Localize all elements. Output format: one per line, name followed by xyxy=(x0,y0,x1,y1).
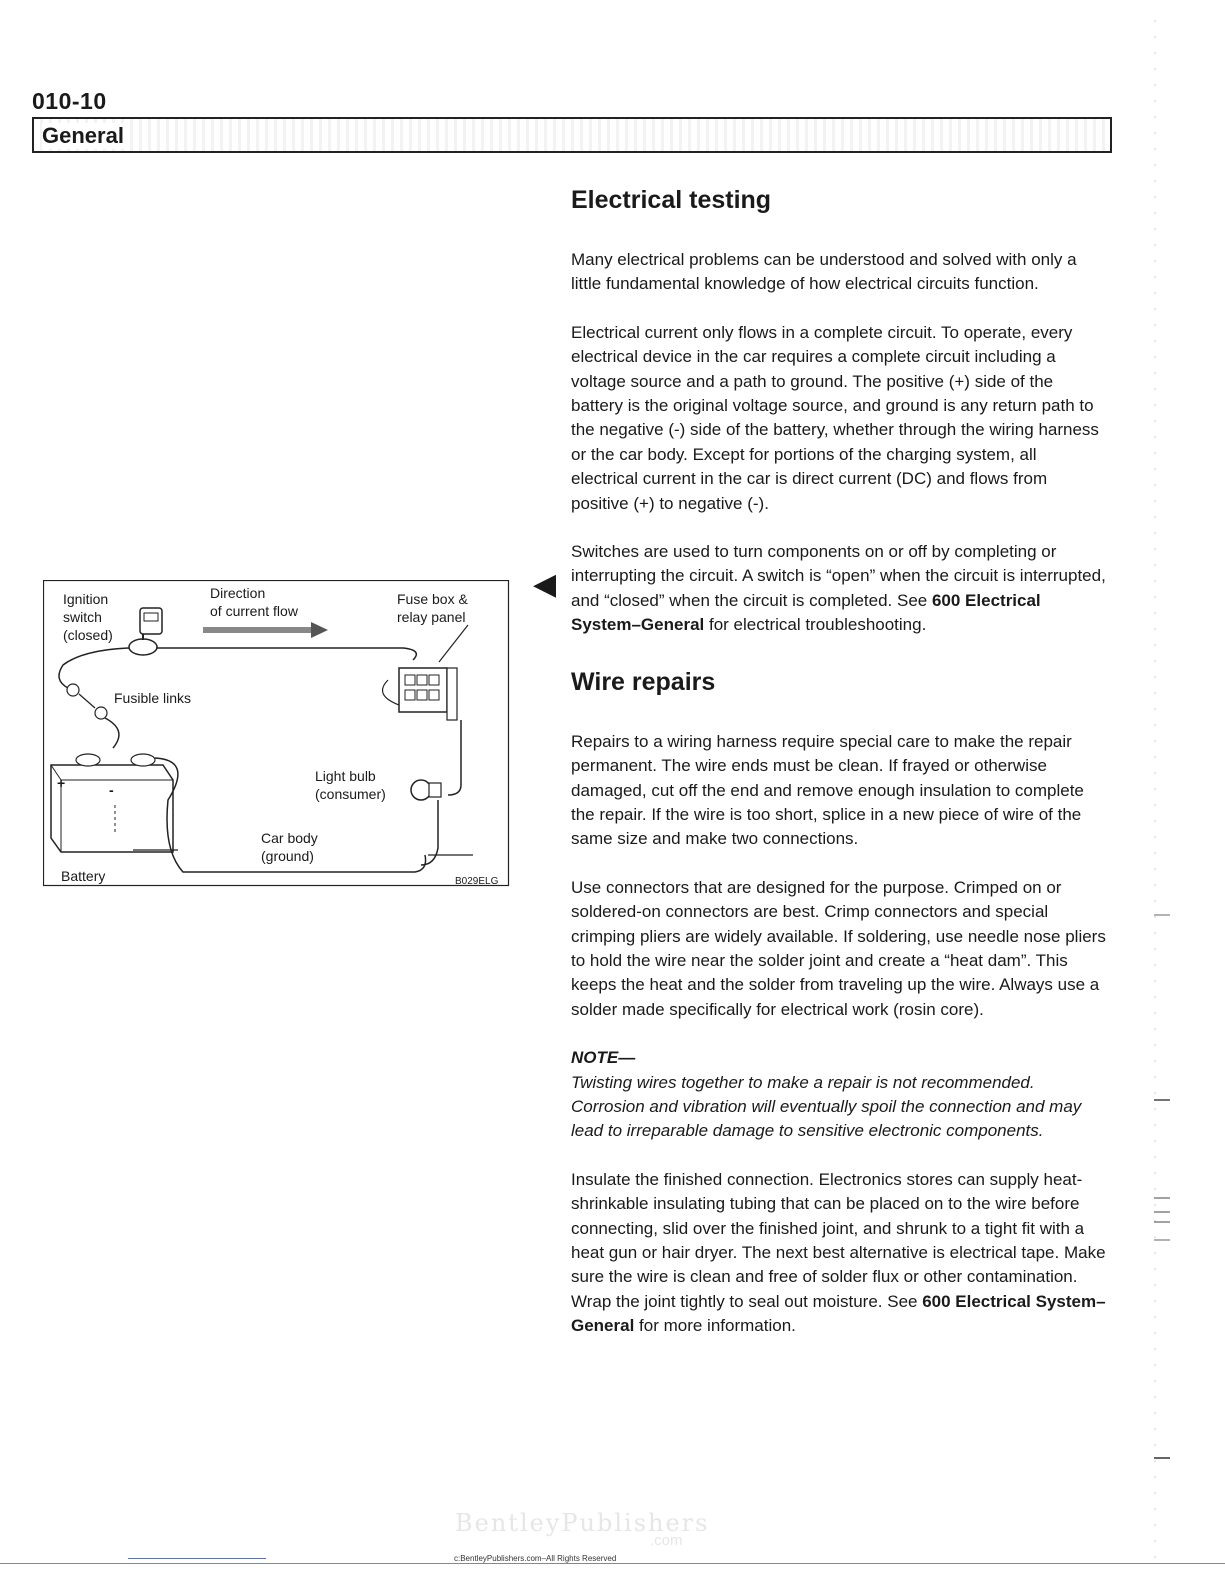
fusible-link-1 xyxy=(67,684,79,696)
label-fusible-links: Fusible links xyxy=(114,690,192,706)
main-text-column xyxy=(571,180,1106,1339)
publisher-watermark-domain: .com xyxy=(650,1532,683,1549)
label-fuse-box: Fuse box & relay panel xyxy=(397,591,468,625)
label-car-body: Car body (ground) xyxy=(261,830,318,864)
note-label: NOTE— xyxy=(571,1048,636,1068)
label-ignition-switch: Ignition switch (closed) xyxy=(63,591,113,643)
label-light-bulb: Light bulb (consumer) xyxy=(315,768,386,802)
label-battery: Battery xyxy=(61,868,106,884)
label-battery-plus: + xyxy=(57,775,66,791)
publisher-watermark: BentleyPublishers xyxy=(455,1509,710,1537)
paragraph-switches: Switches are used to turn components on or off by completing or interrupting the circuit. A switch is “open” when the circuit is interrupted, and “closed” when the circuit is completed. See 600 Electrical System–General for electrical troubleshooting. xyxy=(571,542,1106,635)
wire-ignition-to-fuse xyxy=(59,648,129,688)
label-direction: Direction of current flow xyxy=(210,585,298,619)
cross-reference-electrical-2: 600 Electrical System–General xyxy=(571,1291,1106,1336)
paragraph-intro: Many electrical problems can be understood and solved with only a little fundamental knowledge of how electrical circuits function. xyxy=(571,250,1077,294)
section-title: General xyxy=(42,123,128,149)
light-bulb-icon xyxy=(411,780,431,800)
current-flow-arrow-shaft xyxy=(203,627,313,633)
page-edge-marks xyxy=(1150,0,1180,1585)
wire-fuse-to-bulb xyxy=(448,720,461,795)
footer-rule xyxy=(0,1563,1225,1564)
figure-pointer-icon: ◀ xyxy=(533,568,557,601)
figure-code: B029ELG xyxy=(455,876,499,887)
current-flow-arrowhead xyxy=(311,622,328,638)
footer-link-underline xyxy=(128,1558,266,1559)
battery-icon xyxy=(51,765,173,852)
heading-wire-repairs: Wire repairs xyxy=(571,667,716,696)
note-text: Twisting wires together to make a repair is not recommended. Corrosion and vibration will eventually spoil the connection and may lead to irreparable damage to sensitive electronic components. xyxy=(571,1072,1082,1141)
ignition-switch-body xyxy=(129,639,157,655)
section-header xyxy=(32,117,1112,153)
paragraph-connectors: Use connectors that are designed for the purpose. Crimped on or soldered-on connectors are best. Crimp connectors and special crimping pliers are widely available. If soldering, use needle nose pliers to hold the wire near the solder joint and create a “heat dam”. This keeps the heat and the solder from traveling up the wire. Always use a solder made specifically for electrical work (rosin core). xyxy=(571,877,1106,1019)
fuse-box-leader xyxy=(439,625,468,662)
page-number: 010-10 xyxy=(32,88,107,114)
paragraph-wire-repairs: Repairs to a wiring harness require special care to make the repair permanent. The wire ends must be clean. If frayed or otherwise damaged, cut off the end and remove enough insulation to complete the repair. If the wire is too short, splice in a new piece of wire of the same size and make two connections. xyxy=(571,731,1084,849)
copyright-notice: c:BentleyPublishers.com–All Rights Reserved xyxy=(454,1554,617,1563)
circuit-diagram xyxy=(43,580,513,890)
paragraph-insulate: Insulate the finished connection. Electronics stores can supply heat-shrinkable insulating tubing that can be placed on to the wire before connecting, slid over the finished joint, and shrunk to a tight fit with a heat gun or hair dryer. The next best alternative is electrical tape. Make sure the wire is clean and free of solder flux or other contamination. Wrap the joint tightly to seal out moisture. See 600 Electrical System–General for more information. xyxy=(571,1169,1106,1336)
paragraph-current-flow: Electrical current only flows in a complete circuit. To operate, every electrical device in the car requires a complete circuit including a voltage source and a path to ground. The positive (+) side of the battery is the original voltage source, and ground is any return path to the negative (-) side of the battery, whether through the wiring harness or the car body. Except for portions of the charging system, all electrical current in the car is direct current (DC) and flows from positive (+) to negative (-). xyxy=(571,322,1099,513)
cross-reference-electrical: 600 Electrical System–General xyxy=(571,590,1041,635)
fusible-link-2 xyxy=(95,707,107,719)
heading-electrical-testing: Electrical testing xyxy=(571,186,772,214)
label-battery-minus: - xyxy=(109,782,114,798)
